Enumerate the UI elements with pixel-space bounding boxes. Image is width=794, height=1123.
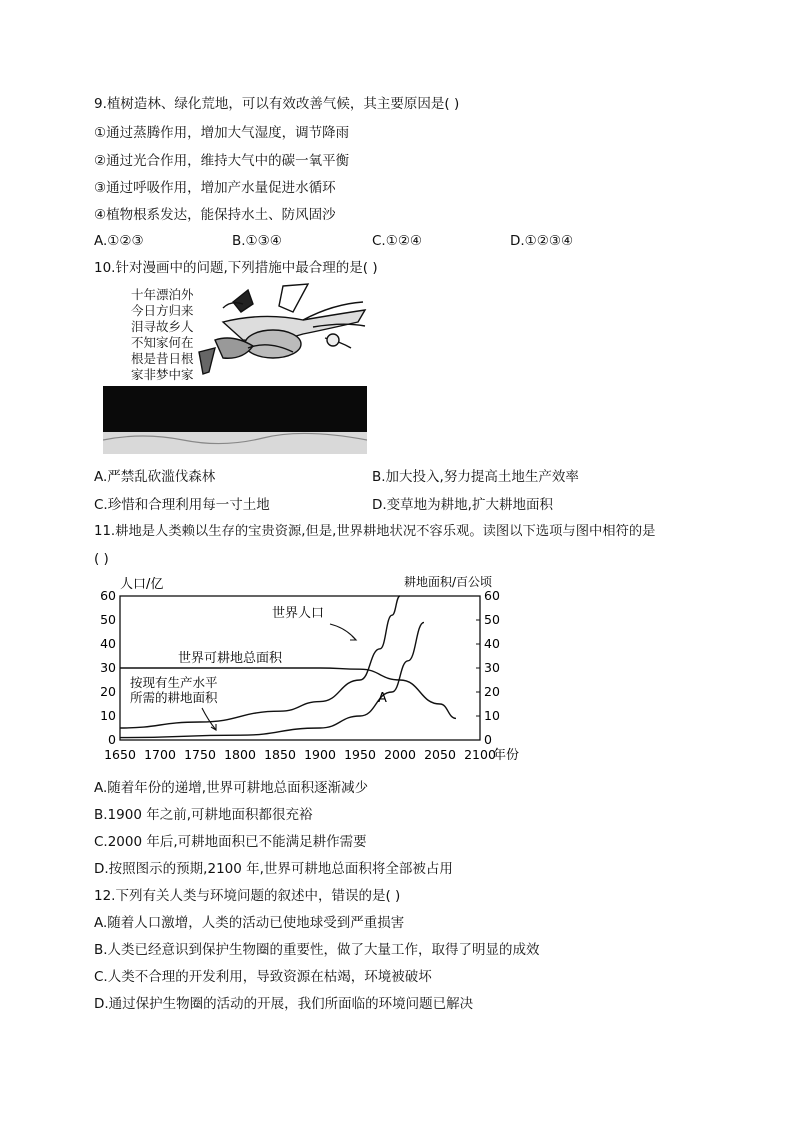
q11-option-c[interactable]: C.2000 年后,可耕地面积已不能满足耕作需要: [94, 834, 367, 850]
q12-option-b[interactable]: B.人类已经意识到保护生物圈的重要性，做了大量工作，取得了明显的成效: [94, 942, 540, 958]
y-axis-right-label: 耕地面积/百公顷: [404, 575, 493, 589]
y-tick-left-label: 40: [100, 636, 116, 651]
q9-statement-3: ③通过呼吸作用，增加产水量促进水循环: [94, 180, 336, 196]
q10-option-d[interactable]: D.变草地为耕地,扩大耕地面积: [372, 497, 553, 513]
x-tick-label: 1650: [104, 747, 136, 762]
cartoon-image: [103, 282, 367, 454]
y-tick-left-label: 50: [100, 612, 116, 627]
q9-option-c[interactable]: C.①②④: [372, 233, 423, 249]
poem-line: 十年漂泊外: [131, 287, 194, 302]
y-tick-right-label: 50: [484, 612, 500, 627]
drifting-root-figure-icon: [199, 284, 365, 374]
q10-stem: 10.针对漫画中的问题,下列措施中最合理的是( ): [94, 260, 378, 276]
poem-line: 家非梦中家: [131, 367, 194, 382]
x-tick-label: 1900: [304, 747, 336, 762]
x-tick-label: 2000: [384, 747, 416, 762]
y-tick-right-label: 30: [484, 660, 500, 675]
poem-line: 泪寻故乡人: [131, 319, 194, 334]
q11-stem-bracket: ( ): [94, 551, 109, 567]
q11-option-d[interactable]: D.按照图示的预期,2100 年,世界可耕地总面积将全部被占用: [94, 861, 453, 877]
arrow-required: [202, 708, 216, 730]
poem-line: 根是昔日根: [131, 351, 194, 366]
q10-option-b[interactable]: B.加大投入,努力提高土地生产效率: [372, 469, 579, 485]
population-farmland-chart: [98, 572, 528, 764]
y-axis-left-label: 人口/亿: [120, 577, 164, 592]
y-tick-right-label: 60: [484, 588, 500, 603]
y-tick-right-label: 20: [484, 684, 500, 699]
y-tick-left-label: 0: [108, 732, 116, 747]
poem-text: [131, 287, 194, 382]
x-tick-label: 1800: [224, 747, 256, 762]
y-tick-left-label: 20: [100, 684, 116, 699]
q9-option-d[interactable]: D.①②③④: [510, 233, 574, 249]
q11-option-b[interactable]: B.1900 年之前,可耕地面积都很充裕: [94, 807, 313, 823]
poem-line: 今日方归来: [131, 303, 194, 318]
x-tick-label: 1700: [144, 747, 176, 762]
q11-option-a[interactable]: A.随着年份的递增,世界可耕地总面积逐渐减少: [94, 780, 369, 796]
x-tick-label: 2100: [464, 747, 496, 762]
x-tick-label: 1750: [184, 747, 216, 762]
y-tick-right-label: 0: [484, 732, 492, 747]
q9-option-b[interactable]: B.①③④: [232, 233, 282, 249]
y-tick-left-label: 30: [100, 660, 116, 675]
q10-option-c[interactable]: C.珍惜和合理利用每一寸土地: [94, 497, 270, 513]
poem-line: 不知家何在: [131, 335, 194, 350]
q10-option-a[interactable]: A.严禁乱砍滥伐森林: [94, 469, 216, 485]
dark-ground-band: [103, 386, 367, 438]
x-tick-label: 1950: [344, 747, 376, 762]
annotation-a: A: [378, 691, 387, 706]
y-tick-left-label: 60: [100, 588, 116, 603]
series-label-population: 世界人口: [272, 606, 325, 621]
series-label-required-line1: 按现有生产水平: [130, 675, 218, 690]
q12-stem: 12.下列有关人类与环境问题的叙述中，错误的是( ): [94, 888, 401, 904]
arrow-population: [330, 624, 356, 640]
series-label-required-line2: 所需的耕地面积: [130, 690, 218, 705]
q9-statement-2: ②通过光合作用，维持大气中的碳一氧平衡: [94, 153, 350, 169]
q9-option-a[interactable]: A.①②③: [94, 233, 144, 249]
q9-statement-4: ④植物根系发达，能保持水土、防风固沙: [94, 207, 336, 223]
q12-option-c[interactable]: C.人类不合理的开发利用，导致资源在枯竭，环境被破坏: [94, 969, 432, 985]
q9-statement-1: ①通过蒸腾作用，增加大气湿度，调节降雨: [94, 125, 350, 141]
q11-stem: 11.耕地是人类赖以生存的宝贵资源,但是,世界耕地状况不容乐观。读图以下选项与图中相符的是: [94, 524, 656, 539]
y-tick-left-label: 10: [100, 708, 116, 723]
x-tick-label: 1850: [264, 747, 296, 762]
series-label-total-farmland: 世界可耕地总面积: [178, 651, 283, 666]
q12-option-a[interactable]: A.随着人口激增，人类的活动已使地球受到严重损害: [94, 915, 405, 931]
x-axis-label: 年份: [493, 748, 520, 763]
x-tick-label: 2050: [424, 747, 456, 762]
q12-option-d[interactable]: D.通过保护生物圈的活动的开展，我们所面临的环境问题已解决: [94, 996, 474, 1012]
q9-stem: 9.植树造林、绿化荒地，可以有效改善气候，其主要原因是( ): [94, 96, 460, 112]
y-tick-right-label: 40: [484, 636, 500, 651]
y-tick-right-label: 10: [484, 708, 500, 723]
